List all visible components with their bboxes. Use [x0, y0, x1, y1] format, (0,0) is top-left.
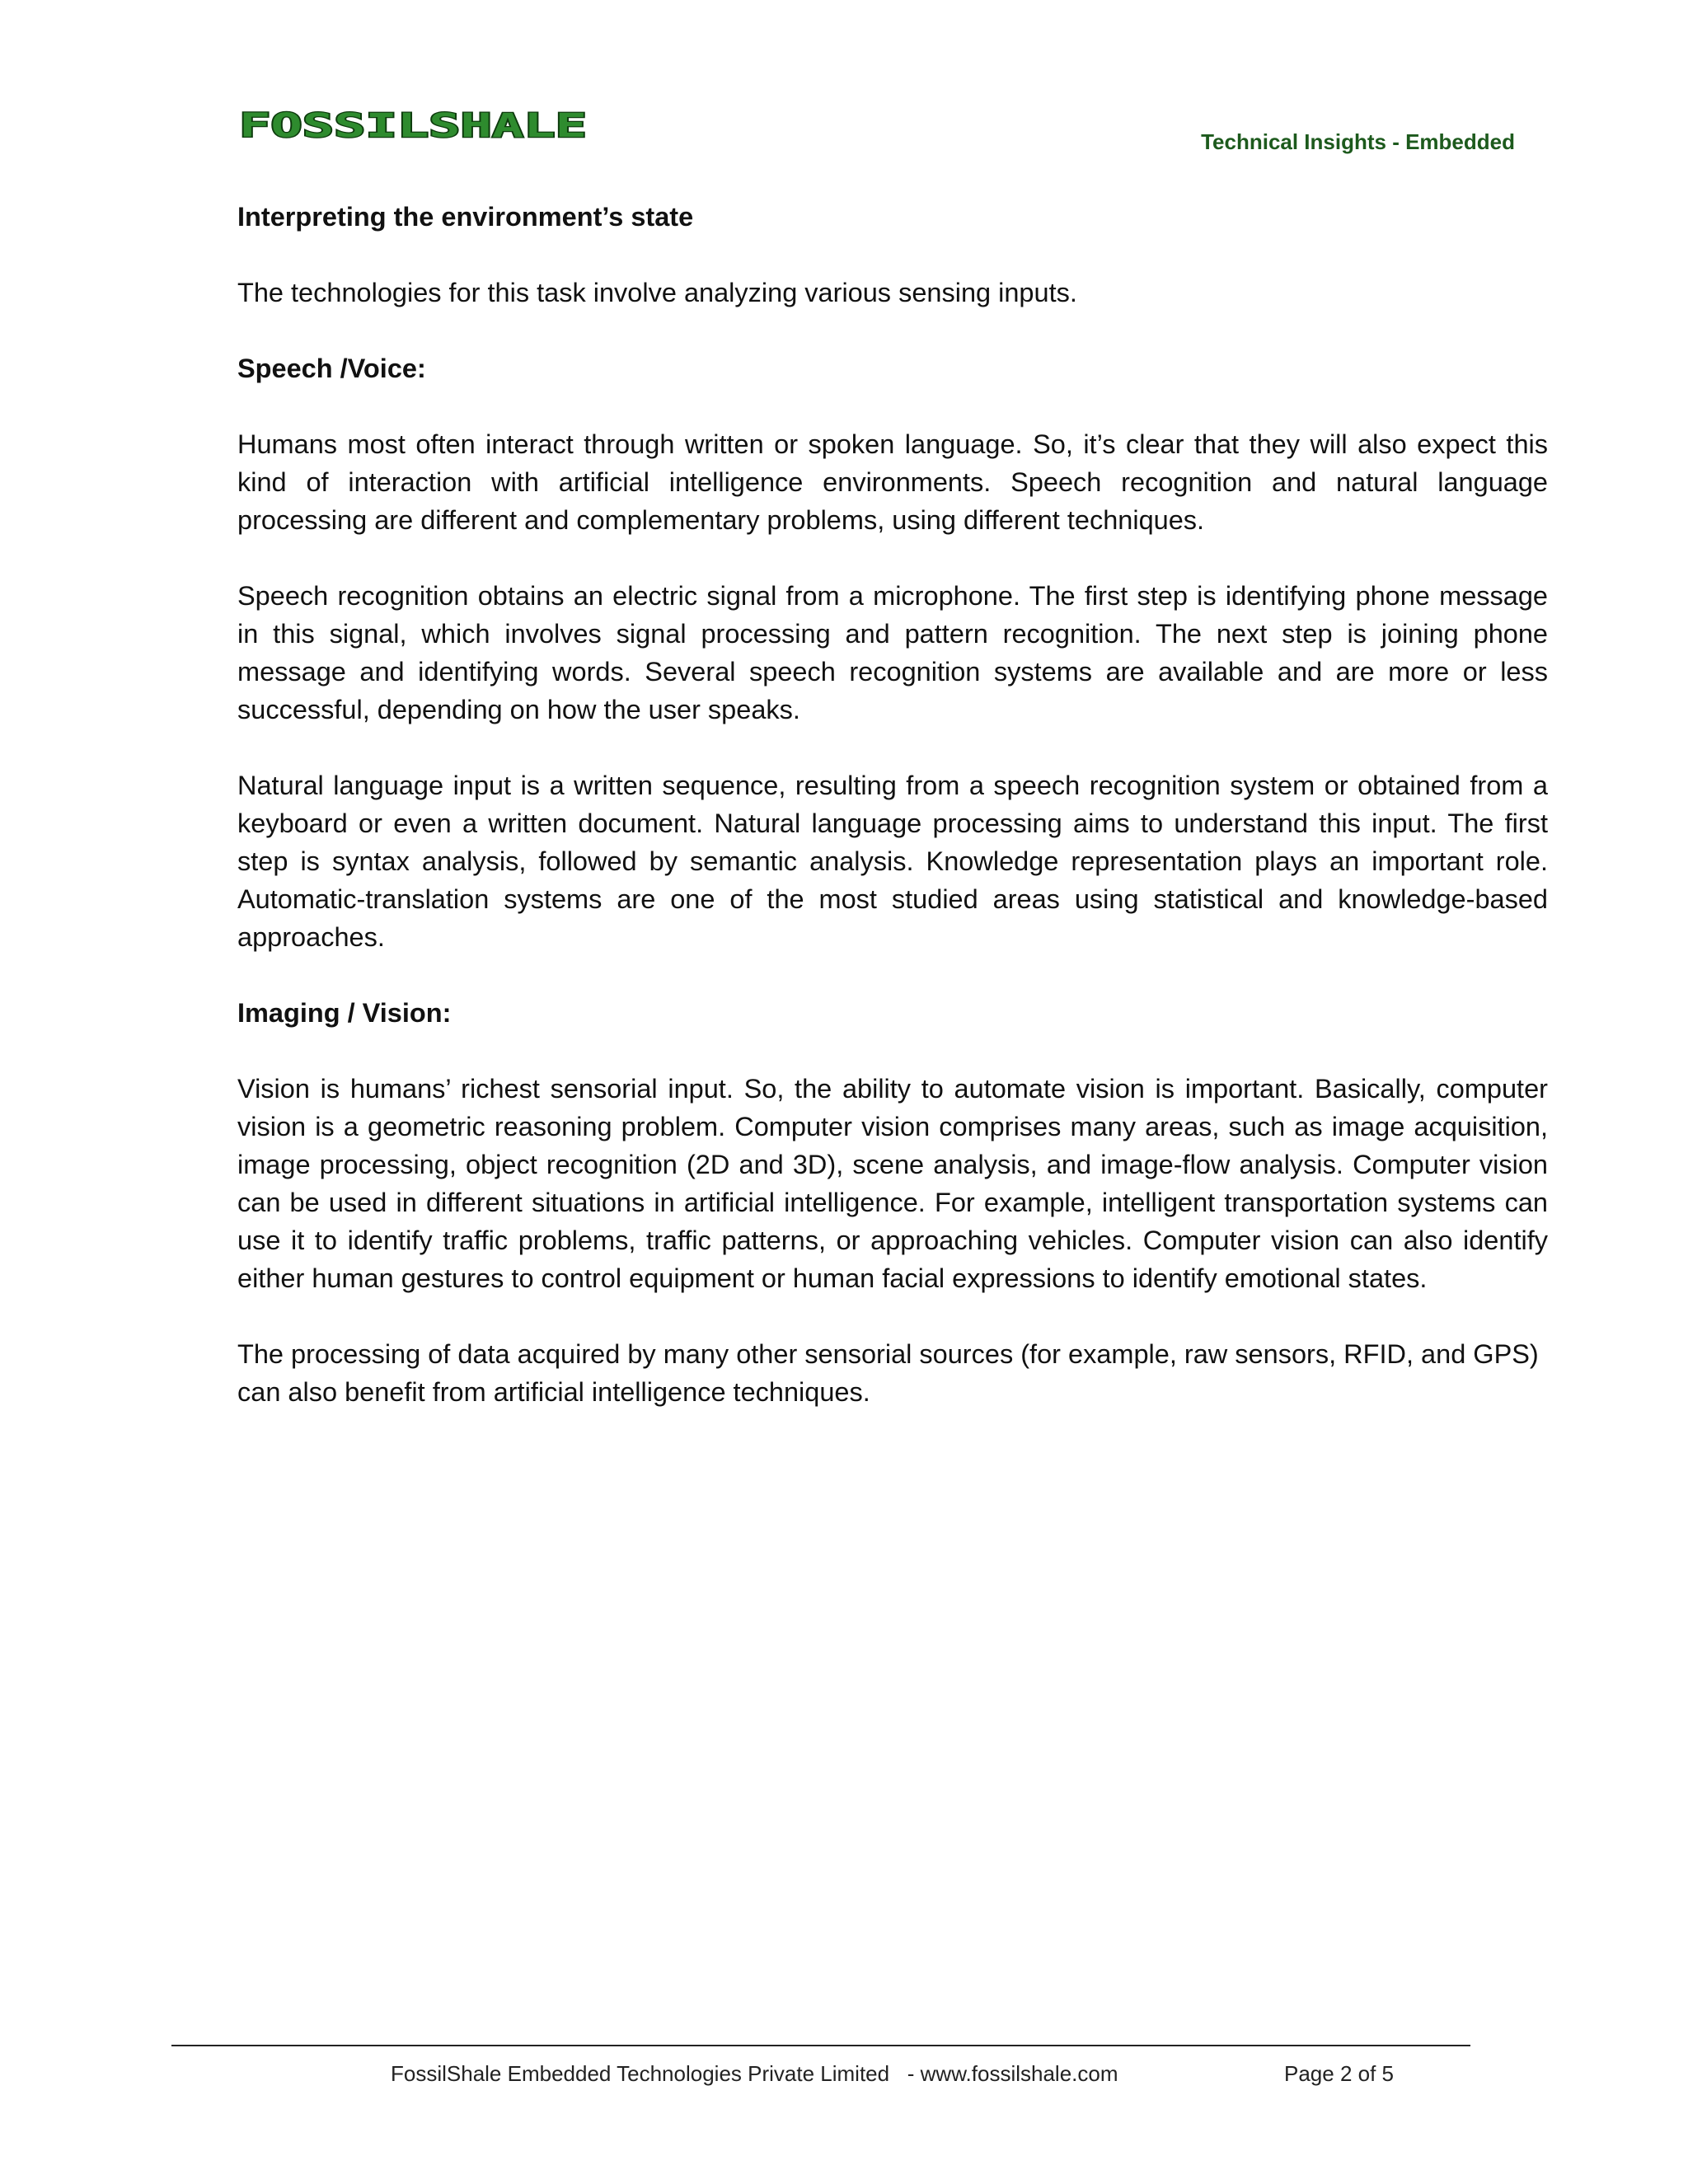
- footer-divider: [171, 2045, 1470, 2046]
- speech-heading: Speech /Voice:: [237, 354, 426, 383]
- vision-paragraph: Vision is humans’ richest sensorial input. So, the ability to automate vision is important. Basically, computer vision is a geometric reasoning problem. Computer vision comprises many areas, such as image acquisition, image processing, object recognition (2D and 3D), scene analysis, and image-flow analysis. Computer vision can be used in different situations in artificial intelligence. For example, intelligent transportation systems can use it to identify traffic problems, traffic patterns, or approaching vehicles. Computer vision can also identify either human gestures to control equipment or human facial expressions to identify emotional states.: [237, 1074, 1548, 1293]
- intro-paragraph: The technologies for this task involve analyzing various sensing inputs.: [237, 278, 1077, 307]
- footer-page-number: Page 2 of 5: [1284, 2061, 1394, 2086]
- section-title: Interpreting the environment’s state: [237, 202, 694, 232]
- header-document-title: Technical Insights - Embedded: [1201, 129, 1515, 154]
- speech-paragraph-3: Natural language input is a written sequence, resulting from a speech recognition system or obtained from a keyboard or even a written document. Natural language processing aims to understand this input. The first step is syntax analysis, followed by semantic analysis. Knowledge representation plays an important role. Automatic-translation systems are one of the most studied areas using statistical and knowledge-based approaches.: [237, 771, 1548, 952]
- speech-paragraph-1: Humans most often interact through written or spoken language. So, it’s clear that they will also expect this kind of interaction with artificial intelligence environments. Speech recognition and natural language processing are different and complementary problems, using different techniques.: [237, 429, 1548, 535]
- logo-wordmark: FOSSILSHALE: [239, 107, 587, 145]
- footer-company: FossilShale Embedded Technologies Private Limited - www.fossilshale.com: [391, 2061, 1118, 2086]
- vision-heading: Imaging / Vision:: [237, 998, 452, 1028]
- speech-paragraph-2: Speech recognition obtains an electric signal from a microphone. The first step is identifying phone message in this signal, which involves signal processing and pattern recognition. The next step is joining phone message and identifying words. Several speech recognition systems are available and are more or less successful, depending on how the user speaks.: [237, 581, 1548, 724]
- closing-paragraph: The processing of data acquired by many other sensorial sources (for example, raw sensors, RFID, and GPS) can also benefit from artificial intelligence techniques.: [237, 1339, 1539, 1407]
- company-logo: [237, 104, 592, 145]
- document-body: [237, 198, 1548, 1449]
